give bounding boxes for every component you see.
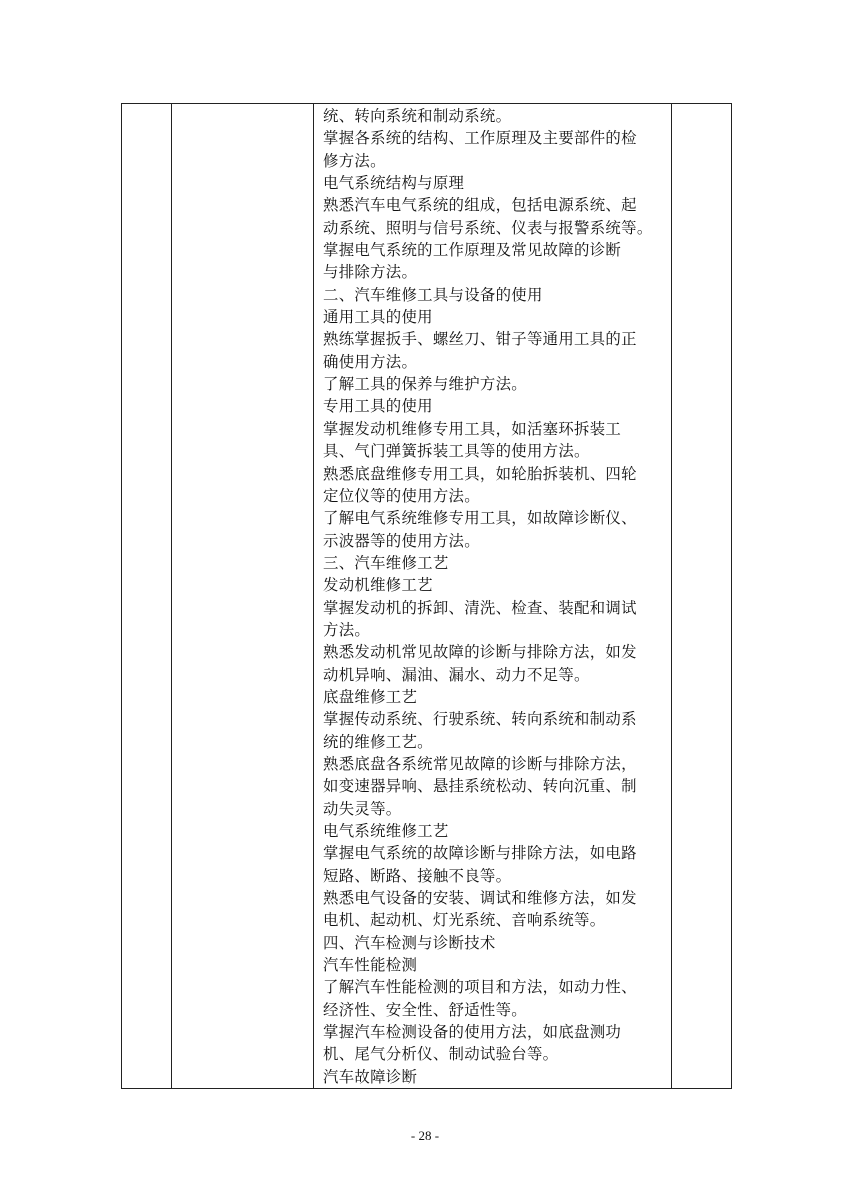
text-line: 电机、起动机、灯光系统、音响系统等。 <box>323 911 606 930</box>
text-line: 掌握传动系统、行驶系统、转向系统和制动系 <box>323 710 637 729</box>
text-line: 统、转向系统和制动系统。 <box>323 107 512 125</box>
text-line: 掌握发动机的拆卸、清洗、检查、装配和调试 <box>323 598 637 617</box>
text-line: 发动机维修工艺 <box>323 576 433 595</box>
text-line: 方法。 <box>323 620 371 639</box>
text-line: 汽车故障诊断 <box>323 1067 418 1086</box>
content-cell <box>314 104 672 1089</box>
empty-cell-2 <box>172 104 314 1089</box>
text-line: 统的维修工艺。 <box>323 732 433 751</box>
text-line: 了解电气系统维修专用工具，如故障诊断仪、 <box>323 509 637 528</box>
text-line: 三、汽车维修工艺 <box>323 553 449 572</box>
empty-cell-1 <box>122 104 172 1089</box>
text-line: 动失灵等。 <box>323 799 402 818</box>
text-line: 经济性、安全性、舒适性等。 <box>323 1000 527 1019</box>
text-line: 汽车性能检测 <box>323 956 418 975</box>
table-row <box>122 104 732 1089</box>
text-line: 熟悉底盘各系统常见故障的诊断与排除方法， <box>323 754 637 773</box>
text-line: 定位仪等的使用方法。 <box>323 486 480 505</box>
text-line: 示波器等的使用方法。 <box>323 531 480 550</box>
text-line: 底盘维修工艺 <box>323 687 418 706</box>
text-line: 通用工具的使用 <box>323 308 433 327</box>
text-line: 熟悉汽车电气系统的组成，包括电源系统、起 <box>323 196 637 215</box>
text-line: 熟悉底盘维修专用工具，如轮胎拆装机、四轮 <box>323 464 637 483</box>
text-line: 了解汽车性能检测的项目和方法，如动力性、 <box>323 978 637 997</box>
text-line: 电气系统维修工艺 <box>323 822 449 840</box>
text-line: 如变速器异响、悬挂系统松动、转向沉重、制 <box>323 777 637 796</box>
text-line: 掌握电气系统的故障诊断与排除方法，如电路 <box>323 844 637 863</box>
text-line: 确使用方法。 <box>323 352 418 371</box>
text-line: 机、尾气分析仪、制动试验台等。 <box>323 1045 559 1064</box>
text-line: 电气系统结构与原理 <box>323 174 465 193</box>
text-line: 四、汽车检测与诊断技术 <box>323 933 496 952</box>
text-line: 与排除方法。 <box>323 263 418 282</box>
text-line: 掌握各系统的结构、工作原理及主要部件的检 <box>323 129 637 148</box>
text-line: 掌握汽车检测设备的使用方法，如底盘测功 <box>323 1023 622 1042</box>
empty-cell-4 <box>672 104 732 1089</box>
text-line: 短路、断路、接触不良等。 <box>323 866 512 885</box>
text-line: 熟悉发动机常见故障的诊断与排除方法，如发 <box>323 643 637 662</box>
text-line: 动系统、照明与信号系统、仪表与报警系统等。 <box>323 218 653 237</box>
content-table <box>121 103 732 1089</box>
content-lines <box>314 104 671 1088</box>
text-line: 熟练掌握扳手、螺丝刀、钳子等通用工具的正 <box>323 330 637 349</box>
text-line: 了解工具的保养与维护方法。 <box>323 375 527 394</box>
text-line: 专用工具的使用 <box>323 397 433 416</box>
text-line: 掌握电气系统的工作原理及常见故障的诊断 <box>323 241 622 260</box>
text-line: 动机异响、漏油、漏水、动力不足等。 <box>323 665 590 684</box>
page-number: - 28 - <box>410 1128 440 1143</box>
text-line: 二、汽车维修工具与设备的使用 <box>323 285 543 304</box>
text-line: 修方法。 <box>323 151 386 170</box>
text-line: 熟悉电气设备的安装、调试和维修方法，如发 <box>323 889 637 908</box>
text-line: 掌握发动机维修专用工具，如活塞环拆装工 <box>323 419 622 438</box>
text-line: 具、气门弹簧拆装工具等的使用方法。 <box>323 442 590 461</box>
